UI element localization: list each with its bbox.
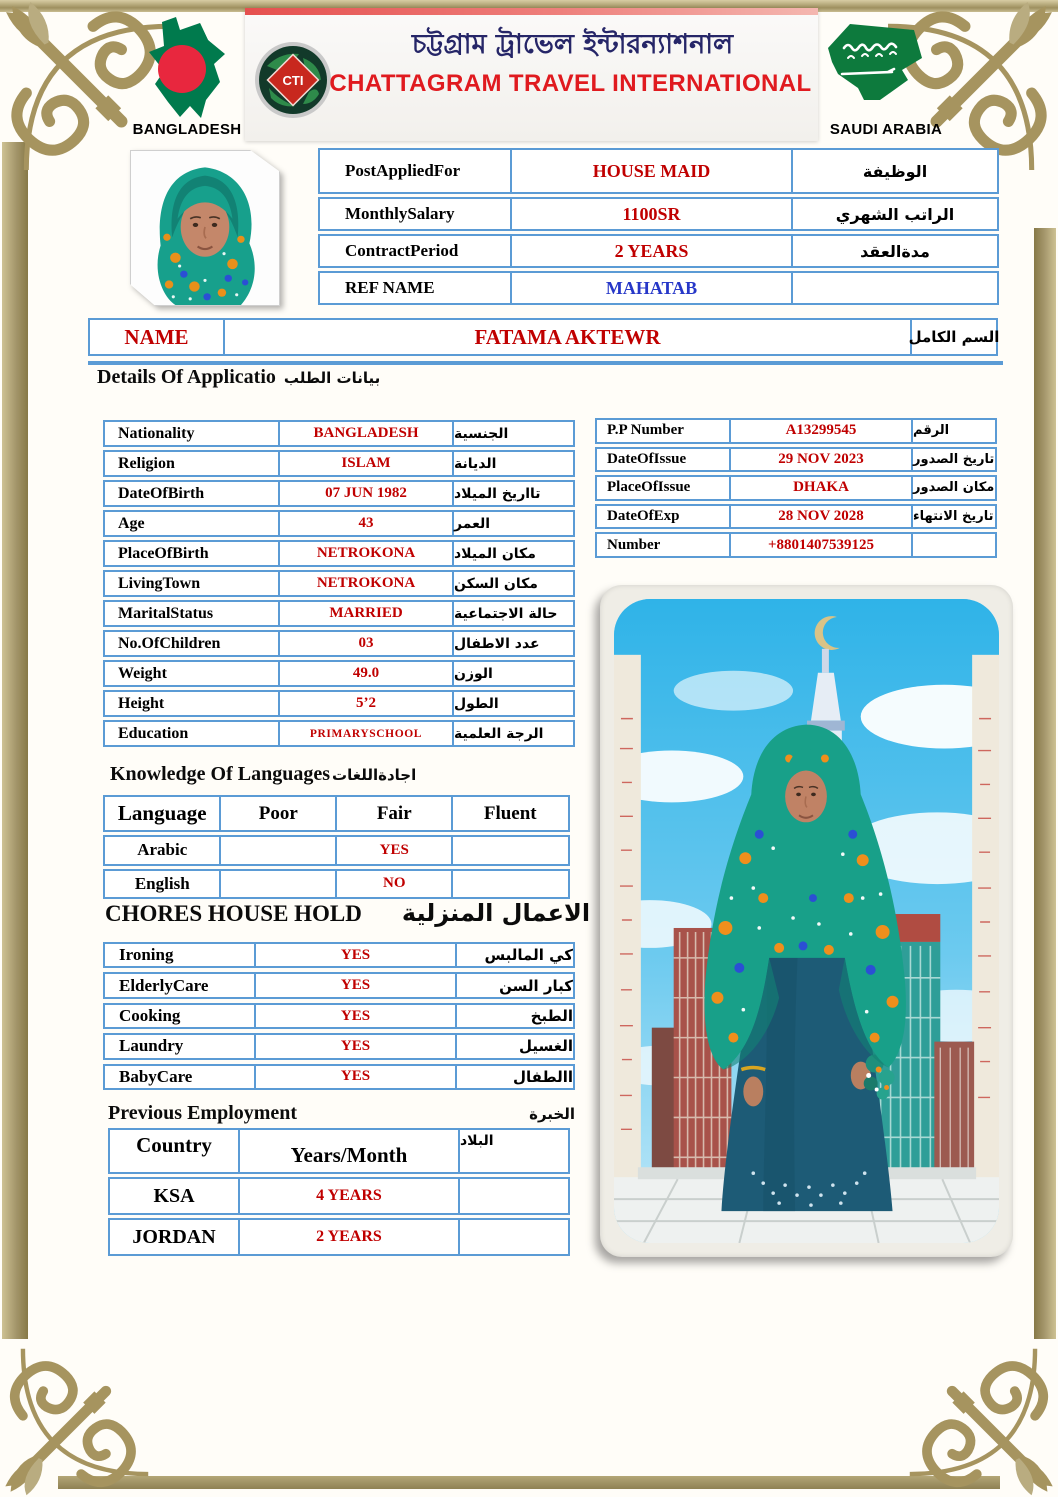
languages-table bbox=[103, 795, 577, 899]
table-row bbox=[88, 318, 1003, 356]
pp-value: 28 NOV 2028 bbox=[729, 504, 914, 530]
chore-label: Ironing bbox=[103, 942, 256, 968]
chore-arabic: الطبخ bbox=[455, 1003, 575, 1029]
ref-value: MAHATAB bbox=[510, 271, 794, 305]
col-fluent: Fluent bbox=[451, 795, 570, 832]
chores-heading bbox=[105, 899, 590, 927]
pp-label: DateOfIssue bbox=[595, 447, 731, 473]
org-name-bengali: চট্টগ্রাম ট্রাভেল ইন্টারন্যাশনাল bbox=[411, 29, 734, 60]
svg-text:CTI: CTI bbox=[282, 73, 304, 88]
detail-value: 49.0 bbox=[278, 660, 455, 687]
employment-empty-cell bbox=[458, 1218, 570, 1256]
passport-table bbox=[595, 418, 1002, 558]
org-name-english: CHATTAGRAM TRAVEL INTERNATIONAL bbox=[329, 70, 812, 97]
saudi-arabia-map-flag bbox=[818, 18, 928, 120]
pp-arabic: مكان الصدور bbox=[911, 475, 997, 501]
detail-label: Nationality bbox=[103, 420, 280, 447]
detail-label: Age bbox=[103, 510, 280, 537]
ref-label: REF NAME bbox=[318, 271, 512, 305]
contract-arabic: مدةالعقد bbox=[791, 234, 999, 268]
col-poor: Poor bbox=[219, 795, 338, 832]
pp-arabic: تاريخ الانتهاء bbox=[911, 504, 997, 530]
name-value: FATAMA AKTEWR bbox=[223, 318, 913, 356]
detail-arabic: الديانة bbox=[452, 450, 575, 477]
chores-heading-ar: الاعمال المنزلية bbox=[401, 899, 591, 927]
detail-label: Education bbox=[103, 720, 280, 747]
table-header-row bbox=[103, 795, 577, 832]
chore-label: Laundry bbox=[103, 1033, 256, 1059]
chore-arabic: الغسيل bbox=[455, 1033, 575, 1059]
salary-label: MonthlySalary bbox=[318, 197, 512, 231]
chores-table bbox=[103, 942, 580, 1090]
language-fluent bbox=[451, 869, 570, 900]
letterhead bbox=[245, 8, 818, 141]
bangladesh-label: BANGLADESH bbox=[132, 121, 242, 138]
employment-empty-cell bbox=[458, 1177, 570, 1215]
name-label: NAME bbox=[88, 318, 225, 356]
chore-value: YES bbox=[254, 972, 458, 998]
salary-arabic: الراتب الشهري bbox=[791, 197, 999, 231]
detail-arabic: الوزن bbox=[452, 660, 575, 687]
detail-value: 5’2 bbox=[278, 690, 455, 717]
chore-arabic: كي المالبس bbox=[455, 942, 575, 968]
detail-arabic: العمر bbox=[452, 510, 575, 537]
language-fair: NO bbox=[335, 869, 454, 900]
languages-heading-ar: اجادةاللغات bbox=[332, 766, 417, 784]
pp-value: DHAKA bbox=[729, 475, 914, 501]
detail-arabic: حالة الاجتماعية bbox=[452, 600, 575, 627]
contract-label: ContractPeriod bbox=[318, 234, 512, 268]
detail-value: MARRIED bbox=[278, 600, 455, 627]
table-row bbox=[318, 271, 1004, 305]
detail-arabic: الجنسية bbox=[452, 420, 575, 447]
chore-value: YES bbox=[254, 1064, 458, 1090]
name-arabic: السم الكامل bbox=[910, 318, 998, 356]
pp-label: PlaceOfIssue bbox=[595, 475, 731, 501]
frame-right-bar bbox=[1034, 228, 1056, 1339]
detail-label: Height bbox=[103, 690, 280, 717]
cti-globe-logo-icon bbox=[253, 40, 333, 120]
language-name: English bbox=[103, 869, 222, 900]
corner-ornament-bottom-right bbox=[908, 1347, 1058, 1497]
col-country-arabic: البلاد bbox=[458, 1128, 570, 1174]
detail-arabic: مكان السكن bbox=[452, 570, 575, 597]
chore-label: Cooking bbox=[103, 1003, 256, 1029]
col-language: Language bbox=[103, 795, 222, 832]
chores-heading-en: CHORES HOUSE HOLD bbox=[105, 901, 362, 926]
detail-value: 07 JUN 1982 bbox=[278, 480, 455, 507]
pp-label: P.P Number bbox=[595, 418, 731, 444]
detail-value: ISLAM bbox=[278, 450, 455, 477]
detail-value: 43 bbox=[278, 510, 455, 537]
post-applied-table bbox=[318, 148, 1004, 305]
applicant-portrait-illustration bbox=[131, 151, 279, 305]
detail-label: MaritalStatus bbox=[103, 600, 280, 627]
salary-value: 1100SR bbox=[510, 197, 794, 231]
letterhead-red-line bbox=[245, 8, 818, 15]
corner-ornament-bottom-left bbox=[0, 1347, 150, 1497]
chore-value: YES bbox=[254, 942, 458, 968]
language-name: Arabic bbox=[103, 835, 222, 866]
language-poor bbox=[219, 835, 338, 866]
applicant-full-body-photo bbox=[600, 585, 1013, 1257]
pp-arabic: تاريخ الصدور bbox=[911, 447, 997, 473]
languages-heading bbox=[110, 763, 416, 786]
table-row bbox=[103, 835, 577, 866]
employment-years: 2 YEARS bbox=[238, 1218, 461, 1256]
pp-value: A13299545 bbox=[729, 418, 914, 444]
languages-heading-en: Knowledge Of Languages bbox=[110, 763, 331, 785]
detail-label: Weight bbox=[103, 660, 280, 687]
post-arabic: الوظيفة bbox=[791, 148, 999, 194]
pp-value: 29 NOV 2023 bbox=[729, 447, 914, 473]
employment-country: KSA bbox=[108, 1177, 240, 1215]
detail-arabic: مكان الميلاد bbox=[452, 540, 575, 567]
employment-country: JORDAN bbox=[108, 1218, 240, 1256]
saudi-arabia-label: SAUDI ARABIA bbox=[829, 121, 943, 138]
detail-value: 03 bbox=[278, 630, 455, 657]
employment-heading-ar: الخبرة bbox=[529, 1105, 575, 1123]
language-fluent bbox=[451, 835, 570, 866]
frame-bottom-bar bbox=[58, 1476, 1000, 1489]
detail-label: PlaceOfBirth bbox=[103, 540, 280, 567]
ref-arabic bbox=[791, 271, 999, 305]
language-fair: YES bbox=[335, 835, 454, 866]
employment-table bbox=[108, 1128, 575, 1256]
detail-arabic: الطول bbox=[452, 690, 575, 717]
table-row bbox=[318, 234, 1004, 268]
col-country: Country bbox=[108, 1128, 240, 1174]
full-body-portrait-illustration bbox=[614, 599, 999, 1243]
chore-label: BabyCare bbox=[103, 1064, 256, 1090]
name-row bbox=[88, 318, 1003, 356]
detail-arabic: تااريخ الميلاد bbox=[452, 480, 575, 507]
details-heading bbox=[97, 366, 380, 389]
post-value: HOUSE MAID bbox=[510, 148, 794, 194]
detail-value: PRIMARYSCHOOL bbox=[278, 720, 455, 747]
detail-label: LivingTown bbox=[103, 570, 280, 597]
details-table bbox=[103, 420, 580, 747]
employment-years: 4 YEARS bbox=[238, 1177, 461, 1215]
details-heading-ar: بيانات الطلب bbox=[283, 369, 381, 387]
contract-value: 2 YEARS bbox=[510, 234, 794, 268]
col-fair: Fair bbox=[335, 795, 454, 832]
pp-label: DateOfExp bbox=[595, 504, 731, 530]
employment-heading bbox=[108, 1102, 575, 1125]
table-row bbox=[108, 1218, 575, 1256]
detail-label: No.OfChildren bbox=[103, 630, 280, 657]
table-header-row bbox=[108, 1128, 575, 1174]
chore-label: ElderlyCare bbox=[103, 972, 256, 998]
details-heading-en: Details Of Applicatio bbox=[97, 366, 276, 388]
table-row bbox=[318, 197, 1004, 231]
table-row bbox=[103, 869, 577, 900]
detail-arabic: الرجة العلمية bbox=[452, 720, 575, 747]
detail-arabic: عدد الاطفال bbox=[452, 630, 575, 657]
bangladesh-map-flag bbox=[128, 14, 246, 122]
frame-left-bar bbox=[2, 142, 28, 1339]
chore-arabic: كبار السن bbox=[455, 972, 575, 998]
detail-label: DateOfBirth bbox=[103, 480, 280, 507]
detail-value: NETROKONA bbox=[278, 570, 455, 597]
col-years-month: Years/Month bbox=[238, 1128, 461, 1174]
detail-label: Religion bbox=[103, 450, 280, 477]
post-label: PostAppliedFor bbox=[318, 148, 512, 194]
employment-heading-en: Previous Employment bbox=[108, 1102, 298, 1124]
detail-value: BANGLADESH bbox=[278, 420, 455, 447]
detail-value: NETROKONA bbox=[278, 540, 455, 567]
table-row bbox=[108, 1177, 575, 1215]
chore-arabic: االطفال bbox=[455, 1064, 575, 1090]
pp-arabic: الرقم bbox=[911, 418, 997, 444]
chore-value: YES bbox=[254, 1003, 458, 1029]
pp-arabic bbox=[911, 532, 997, 558]
pp-value: +8801407539125 bbox=[729, 532, 914, 558]
applicant-photo bbox=[130, 150, 280, 306]
table-row bbox=[318, 148, 1004, 194]
name-row-underline bbox=[88, 361, 1003, 365]
chore-value: YES bbox=[254, 1033, 458, 1059]
language-poor bbox=[219, 869, 338, 900]
pp-label: Number bbox=[595, 532, 731, 558]
